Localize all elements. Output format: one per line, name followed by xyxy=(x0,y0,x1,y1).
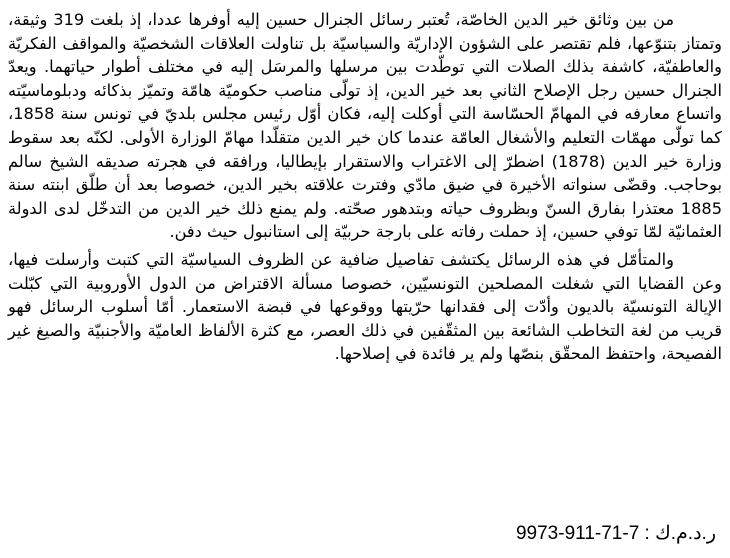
isbn-line: ر.د.م.ك : 7-71-911-9973 xyxy=(515,523,716,544)
body-paragraph-1: من بين وثائق خير الدين الخاصّة، تُعتبر رسائل الجنرال حسين إليه أوفرها عددا، إذ بلغت 319 وثيقة، وتمتاز بتنوّعها، فلم تقتصر على الشؤون الإداريّة والسياسيّة بل تناولت العلاقات الشخصيّة والمواقف الفكريّة والعاطفيّة، كاشفة بذلك الصلات التي توطّدت بين مرسلها والمرسَل إليه في مختلف أطوار حياتهما. ويعدّ الجنرال حسين رجل الإصلاح الثاني بعد خير الدين، إذ تولّى مناصب حكوميّة هامّة وتميّز بذكائه ودبلوماسيّته واتساع معارفه في المهامّ الحسّاسة التي أوكلت إليه، فكان أوّل رئيس مجلس بلديّ في تونس سنة 1858، كما تولّى مهمّات التعليم والأشغال العامّة عندما كان خير الدين متقلّدا مهامّ الوزارة الأولى. لكنّه بعد سقوط وزارة خير الدين (1878) اضطرّ إلى الاغتراب والاستقرار بإيطاليا، ورافقه في هجرته صديقه الشيخ سالم بوحاجب. وقضّى سنواته الأخيرة في ضيق مادّي وفترت علاقته بخير الدين، خصوصا بعد أن طلّق ابنته سنة 1885 معتذرا بفارق السنّ وبظروف حياته وبتدهور صحّته. ولم يمنع ذلك خير الدين من التدخّل لدى الدولة العثمانيّة لمّا توفي حسين، إذ حملت رفاته على بارجة حربيّة إلى استانبول حيث دفن. xyxy=(8,10,722,242)
document-page xyxy=(8,8,722,550)
body-paragraph-2: والمتأمّل في هذه الرسائل يكتشف تفاصيل ضافية عن الظروف السياسيّة التي كتبت وأرسلت فيها، وعن القضايا التي شغلت المصلحين التونسيّين، خصوصا مسألة الاقتراض من الدول الأوروبية التي كبّلت الإيالة التونسيّة بالديون وأدّت إلى فقدانها حرّيتها ووقوعها في قبضة الاستعمار. أمّا أسلوب الرسائل فهو قريب من لغة التخاطب الشائعة بين المثقّفين في ذلك العصر، مع كثرة الألفاظ العاميّة والأجنبيّة والصيغ غير الفصيحة، واحتفظ المحقّق بنصّها ولم ير فائدة في إصلاحها. xyxy=(8,249,722,364)
